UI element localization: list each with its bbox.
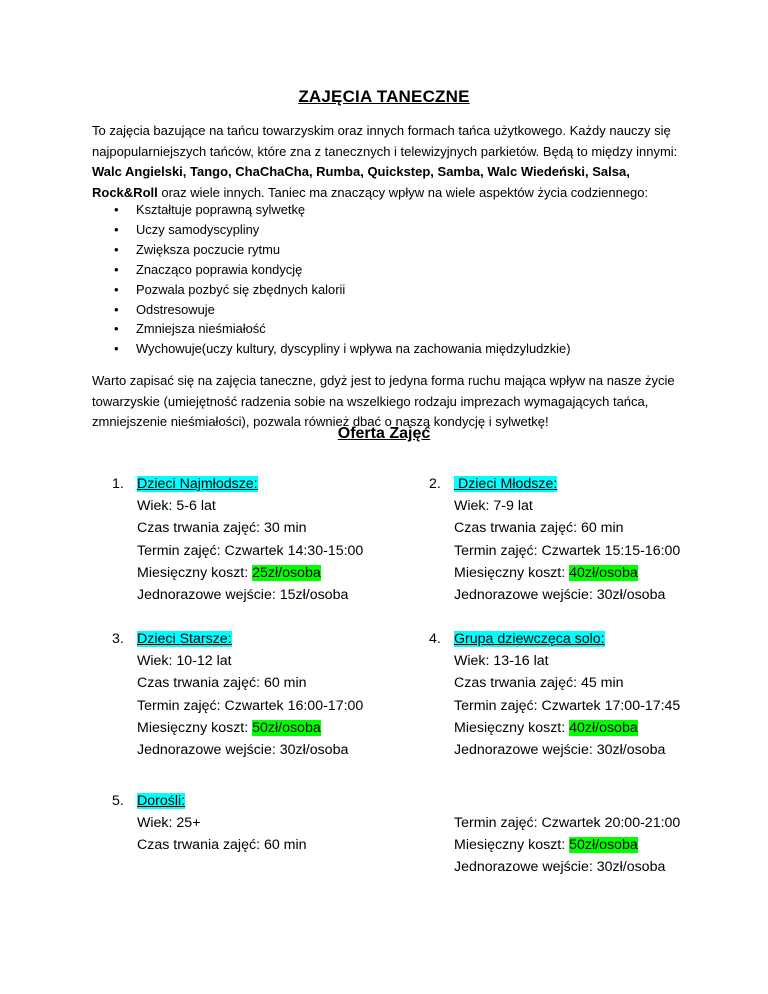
offer-monthly-price: 40zł/osoba <box>569 719 638 736</box>
offer-name: Dorośli: <box>137 793 186 809</box>
offer-monthly <box>137 562 392 584</box>
offer-item <box>429 473 709 606</box>
offer-item-continued <box>454 812 734 879</box>
offer-schedule: Termin zajęć: Czwartek 17:00-17:45 <box>454 697 681 714</box>
offer-schedule: Termin zajęć: Czwartek 15:15-16:00 <box>454 542 681 559</box>
intro-text-end: oraz wiele innych. Taniec ma znaczący wpływ na wiele aspektów życia codziennego: <box>157 184 649 200</box>
offer-item <box>429 628 709 761</box>
offer-name: Grupa dziewczęca solo: <box>454 631 605 647</box>
offer-age: Wiek: 5-6 lat <box>137 498 216 515</box>
offer-name: Dzieci Starsze: <box>137 631 232 647</box>
offer-number: 4. <box>429 631 441 647</box>
offer-item <box>112 473 392 606</box>
offer-monthly-price: 50zł/osoba <box>569 837 638 854</box>
list-item: • Zwiększa poczucie rytmu <box>92 240 682 260</box>
offer-monthly-label: Miesięczny koszt: <box>454 719 570 736</box>
offer-duration: Czas trwania zajęć: 45 min <box>454 675 624 692</box>
offer-single: Jednorazowe wejście: 30zł/osoba <box>454 587 666 604</box>
offer-single: Jednorazowe wejście: 15zł/osoba <box>137 587 349 604</box>
offer-monthly-label: Miesięczny koszt: <box>454 837 570 854</box>
offer-number: 2. <box>429 476 441 492</box>
page-title: ZAJĘCIA TANECZNE <box>298 87 470 106</box>
offer-monthly-label: Miesięczny koszt: <box>137 564 253 581</box>
list-item: • Zmniejsza nieśmiałość <box>92 319 682 339</box>
offer-schedule: Termin zajęć: Czwartek 20:00-21:00 <box>454 815 681 831</box>
list-item: • Odstresowuje <box>92 300 682 320</box>
offer-schedule: Termin zajęć: Czwartek 14:30-15:00 <box>137 542 364 559</box>
benefits-list <box>92 200 682 359</box>
offer-age: Wiek: 10-12 lat <box>137 653 232 670</box>
list-item: • Pozwala pozbyć się zbędnych kalorii <box>92 280 682 300</box>
offer-item <box>112 628 392 761</box>
offer-monthly <box>137 717 392 739</box>
intro-text-start: To zajęcia bazujące na tańcu towarzyskim oraz innych formach tańca użytkowego. Każdy nauczy się najpopularniejszych tańców, które zna z tanecznych i telewizyjnych parkietów. Będą to między innymi: <box>92 123 678 159</box>
list-item: • Wychowuje(uczy kultury, dyscypliny i wpływa na zachowania międzyludzkie) <box>92 339 682 359</box>
list-item: • Kształtuje poprawną sylwetkę <box>92 200 682 220</box>
offer-monthly-price: 40zł/osoba <box>569 564 638 581</box>
offer-duration: Czas trwania zajęć: 60 min <box>137 675 307 692</box>
list-item: • Uczy samodyscypliny <box>92 220 682 240</box>
offer-monthly-label: Miesięczny koszt: <box>137 719 253 736</box>
offer-schedule: Termin zajęć: Czwartek 16:00-17:00 <box>137 697 364 714</box>
offer-name: Dzieci Młodsze: <box>454 476 558 492</box>
offer-age: Wiek: 13-16 lat <box>454 653 549 670</box>
intro-dances: Walc Angielski, Tango, ChaChaCha, Rumba, Quickstep, Samba, Walc Wiedeński, Salsa, Rock&Roll <box>92 164 630 200</box>
offer-number: 5. <box>112 793 124 809</box>
offer-item <box>112 790 392 857</box>
closing-paragraph: Warto zapisać się na zajęcia taneczne, gdyż jest to jedyna forma ruchu mająca wpływ na nasze życie towarzyskie (umiejętność radzenia sobie na wszelkiego rodzaju imprezach wymagających tańca, zmniejszenie nieśmiałości), pozwala również dbać o naszą kondycję i sylwetkę! <box>92 373 675 429</box>
offer-number: 3. <box>112 631 124 647</box>
offer-single: Jednorazowe wejście: 30zł/osoba <box>454 742 666 759</box>
offer-monthly-label: Miesięczny koszt: <box>454 564 570 581</box>
list-item: • Znacząco poprawia kondycję <box>92 260 682 280</box>
offer-single: Jednorazowe wejście: 30zł/osoba <box>137 742 349 759</box>
offer-monthly <box>454 562 709 584</box>
offer-single: Jednorazowe wejście: 30zł/osoba <box>454 859 666 876</box>
offer-monthly <box>454 717 709 739</box>
intro-paragraph <box>92 121 682 203</box>
offer-age: Wiek: 7-9 lat <box>454 498 533 515</box>
offer-duration: Czas trwania zajęć: 30 min <box>137 520 307 537</box>
offer-number: 1. <box>112 476 124 492</box>
offer-age: Wiek: 25+ <box>137 815 201 832</box>
offer-monthly-price: 50zł/osoba <box>252 719 321 736</box>
offer-duration: Czas trwania zajęć: 60 min <box>137 837 307 854</box>
offer-title: Oferta Zajęć <box>337 425 431 442</box>
offer-name: Dzieci Najmłodsze: <box>137 476 258 492</box>
offer-monthly <box>454 834 734 856</box>
offer-duration: Czas trwania zajęć: 60 min <box>454 520 624 537</box>
offer-monthly-price: 25zł/osoba <box>252 564 321 581</box>
